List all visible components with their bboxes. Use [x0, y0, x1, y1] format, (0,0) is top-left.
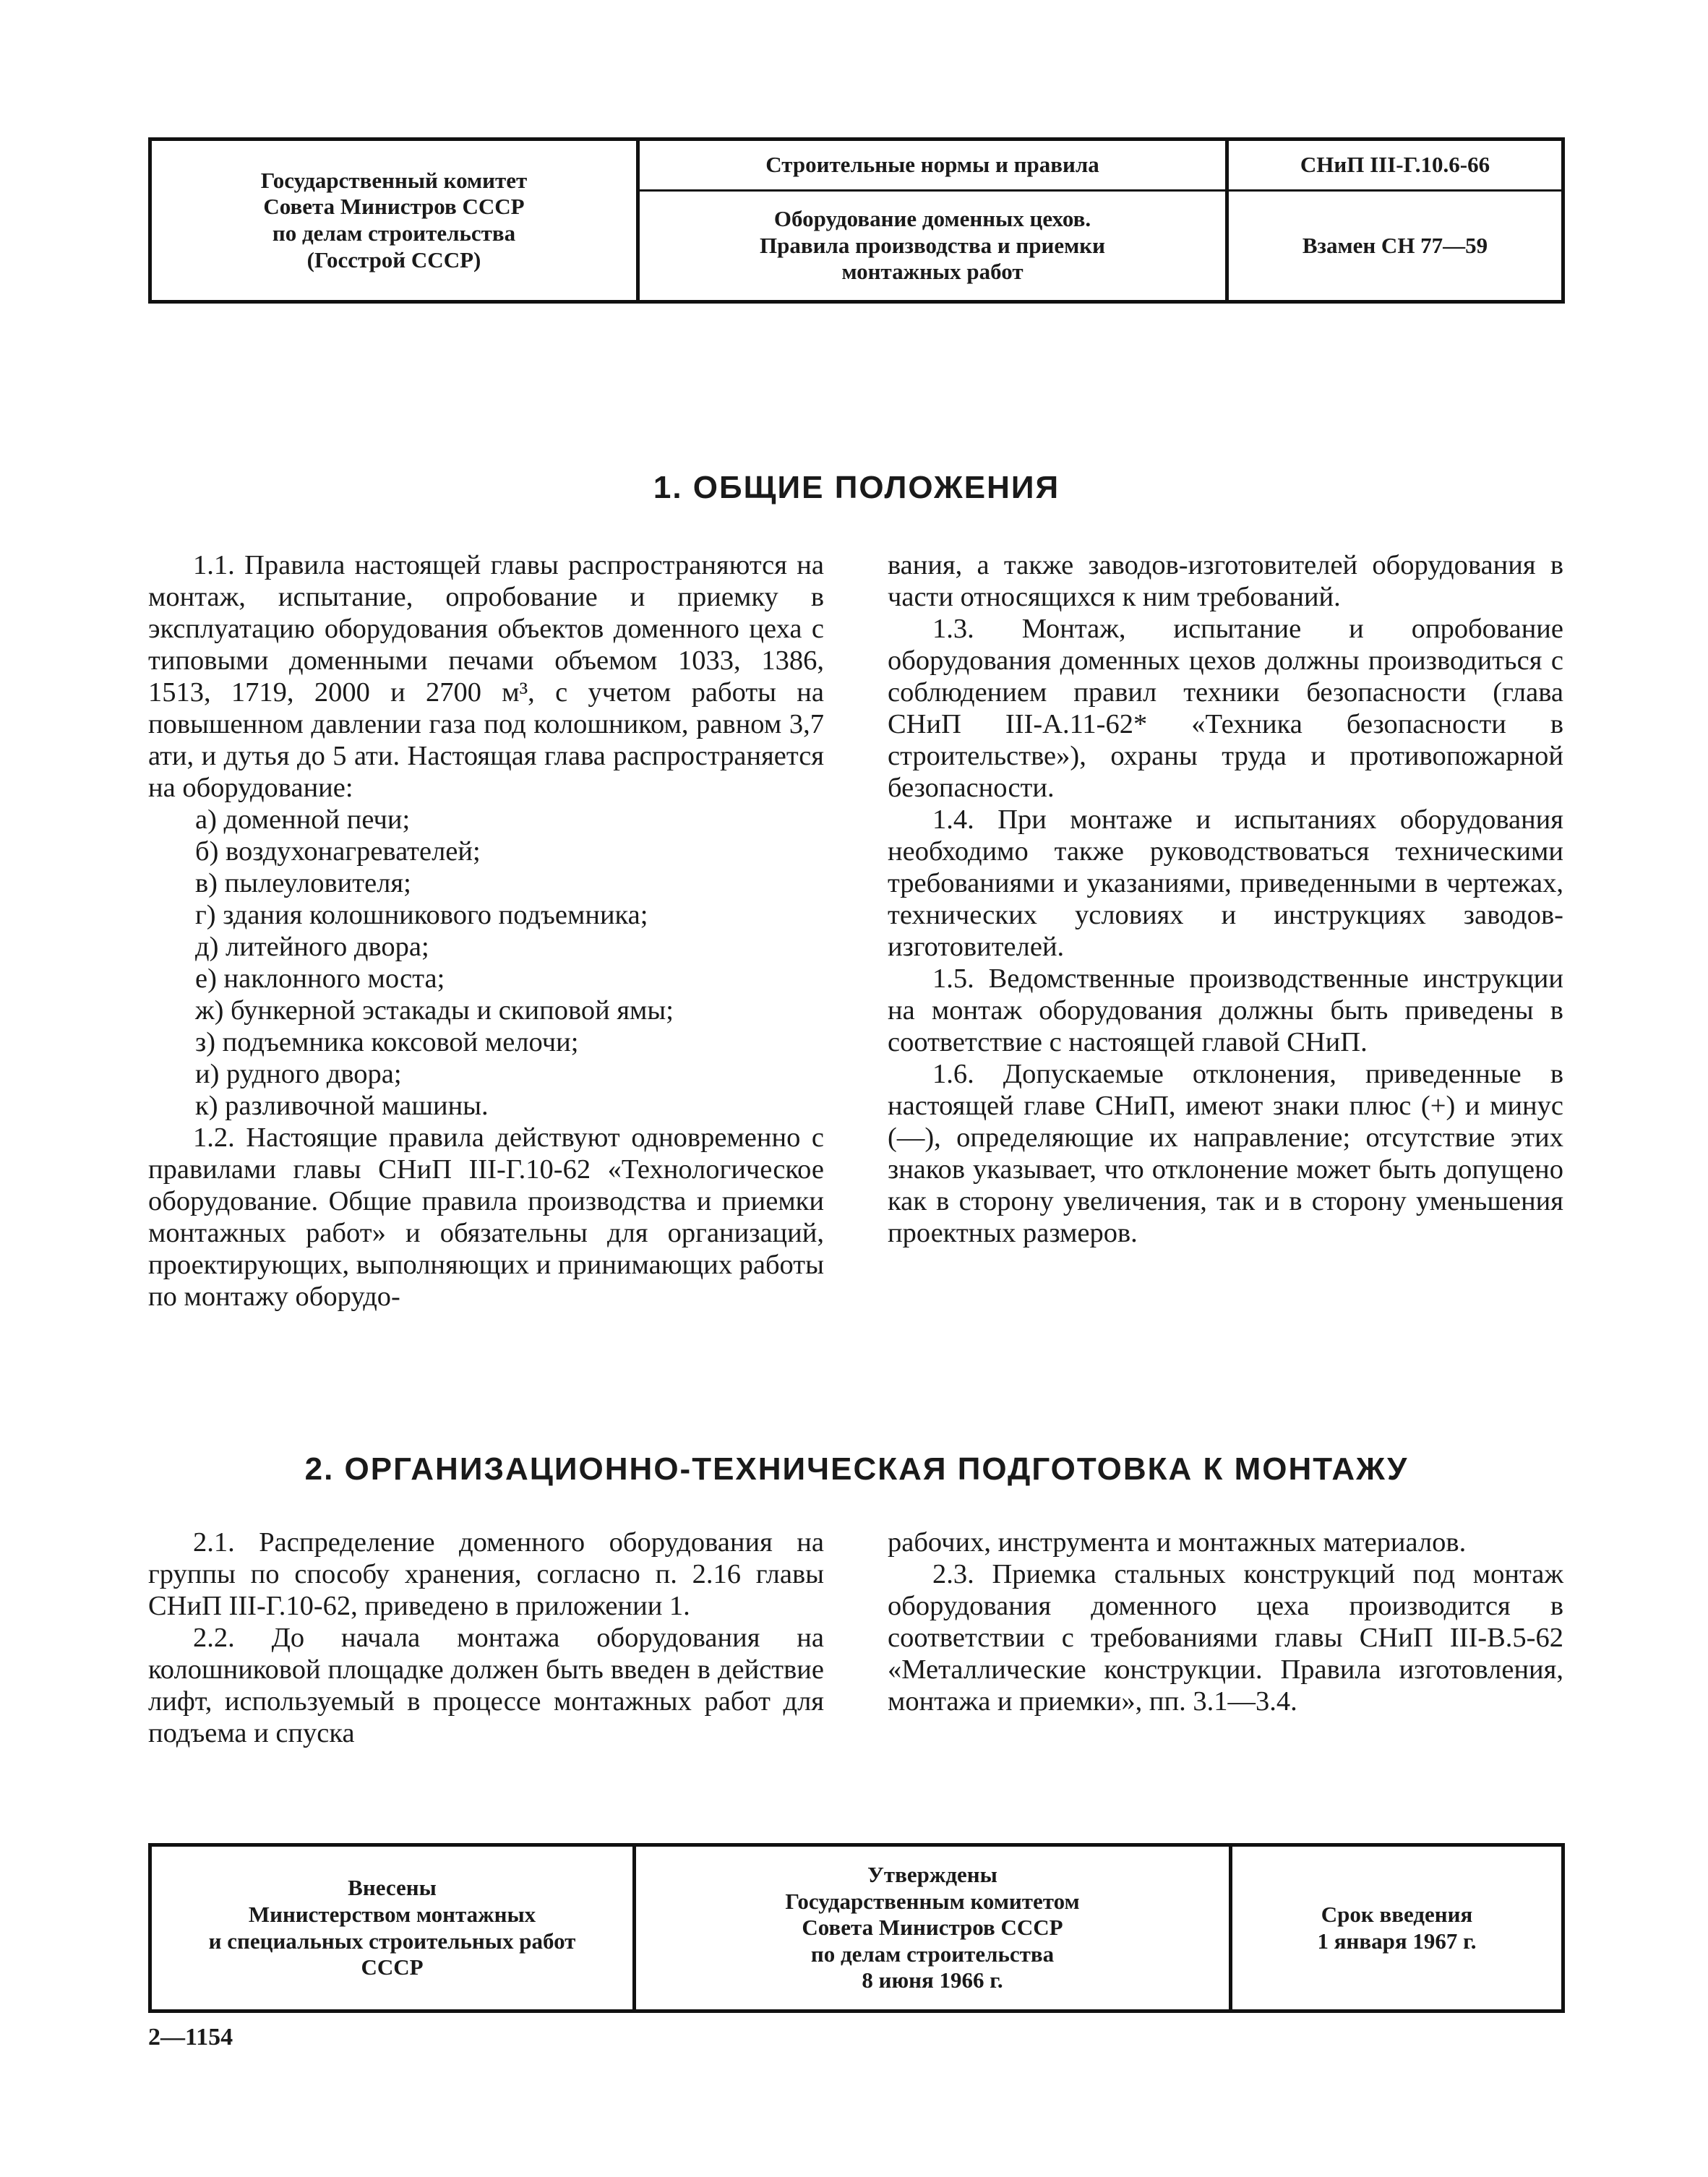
- replaces-note: Взамен СН 77—59: [1302, 232, 1488, 258]
- paragraph-2-1: 2.1. Распределение доменного оборудования на группы по способу хранения, согласно п. 2.16 главы СНиП III-Г.10-62, приведено в приложении 1.: [148, 1527, 824, 1621]
- effective-line: Срок введения: [1321, 1901, 1473, 1927]
- introduced-block: [148, 1847, 632, 2009]
- paragraph-continuation: рабочих, инструмента и монтажных материалов.: [888, 1527, 1467, 1558]
- list-item: в) пылеуловителя;: [195, 868, 411, 898]
- header-box: [148, 137, 1565, 304]
- paragraph-1-2: 1.2. Настоящие правила действуют одновременно с правилами главы СНиП III-Г.10-62 «Технологическое оборудование. Общие правила производства и приемки монтажных работ» и обязательны для организаций, проектирующих, выполняющих и принимающих работы по монтажу оборудо-: [148, 1122, 824, 1312]
- approved-line: Утверждены: [867, 1862, 997, 1888]
- approved-line: 8 июня 1966 г.: [862, 1967, 1003, 1993]
- introduced-line: и специальных строительных работ: [208, 1928, 576, 1954]
- approved-line: по делам строительства: [810, 1941, 1055, 1967]
- paragraph-1-1: 1.1. Правила настоящей главы распространяются на монтаж, испытание, опробование и приемку в эксплуатацию оборудования объектов доменного цеха с типовыми доменными печами объемом 1033, 1386, 1513, 1719, 2000 и 2700 м³, с учетом работы на повышенном давлении газа под колошником, равном 3,7 ати, и дутья до 5 ати. Настоящая глава распространяется на оборудование:: [148, 550, 824, 803]
- approved-line: Совета Министров СССР: [802, 1915, 1063, 1941]
- list-item: д) литейного двора;: [195, 932, 429, 962]
- section-1-left-column: [148, 549, 824, 1313]
- document-code: СНиП III-Г.10.6-66: [1229, 141, 1561, 192]
- committee-line: Государственный комитет: [260, 167, 528, 193]
- paragraph-continuation: вания, а также заводов-изготовителей оборудования в части относящихся к ним требований.: [888, 550, 1563, 612]
- list-item: ж) бункерной эстакады и скиповой ямы;: [195, 995, 674, 1026]
- committee-line: (Госстрой СССР): [306, 246, 481, 272]
- footer-box: [148, 1843, 1565, 2013]
- introduced-line: Министерством монтажных: [248, 1901, 536, 1927]
- list-item: б) воздухонагревателей;: [195, 836, 481, 867]
- paragraph-1-4: 1.4. При монтаже и испытаниях оборудования необходимо также руководствоваться техническими требованиями и указаниями, приведенными в чертежах, технических условиях и инструкциях заводов-изготовителей.: [888, 804, 1563, 962]
- section-2-right-column: [888, 1527, 1563, 1717]
- committee-line: по делам строительства: [272, 220, 516, 246]
- title-line: Правила производства и приемки: [760, 232, 1105, 258]
- page-number: 2—1154: [148, 2024, 233, 2051]
- paragraph-1-6: 1.6. Допускаемые отклонения, приведенные в настоящей главе СНиП, имеют знаки плюс (+) и минус (—), определяющие их направление; отсутствие этих знаков указывает, что отклонение может быть допущено как в сторону увеличения, так и в сторону уменьшения проектных размеров.: [888, 1059, 1563, 1248]
- approved-line: Государственным комитетом: [785, 1888, 1080, 1914]
- section-1-heading: 1. ОБЩИЕ ПОЛОЖЕНИЯ: [653, 470, 1060, 505]
- paragraph-1-5: 1.5. Ведомственные производственные инструкции на монтаж оборудования должны быть приведены в соответствие с настоящей главой СНиП.: [888, 963, 1563, 1057]
- list-item: е) наклонного моста;: [195, 963, 445, 994]
- title-line: монтажных работ: [841, 259, 1023, 285]
- effective-date-block: [1229, 1847, 1565, 2009]
- document-title: [640, 192, 1225, 300]
- list-item: к) разливочной машины.: [195, 1091, 489, 1121]
- code-block: [1225, 141, 1565, 300]
- section-2-left-column: [148, 1527, 824, 1749]
- list-item: з) подъемника коксовой мелочи;: [195, 1027, 579, 1057]
- norms-label: Строительные нормы и правила: [640, 141, 1225, 192]
- effective-line: 1 января 1967 г.: [1317, 1928, 1477, 1954]
- committee-block: [148, 141, 636, 300]
- title-block: [636, 141, 1225, 300]
- paragraph-1-3: 1.3. Монтаж, испытание и опробование оборудования доменных цехов должны производиться с соблюдением правил техники безопасности (глава СНиП III-А.11-62* «Техника безопасности в строительстве»), охраны труда и противопожарной безопасности.: [888, 614, 1563, 803]
- list-item: г) здания колошникового подъемника;: [195, 900, 648, 930]
- section-2-heading: 2. ОРГАНИЗАЦИОННО-ТЕХНИЧЕСКАЯ ПОДГОТОВКА К МОНТАЖУ: [304, 1451, 1409, 1487]
- paragraph-2-3: 2.3. Приемка стальных конструкций под монтаж оборудования доменного цеха производится в соответствии с требованиями главы СНиП III-В.5-62 «Металлические конструкции. Правила изготовления, монтажа и приемки», пп. 3.1—3.4.: [888, 1559, 1563, 1717]
- title-line: Оборудование доменных цехов.: [773, 206, 1091, 232]
- paragraph-2-2: 2.2. До начала монтажа оборудования на колошниковой площадке должен быть введен в действие лифт, используемый в процессе монтажных работ для подъема и спуска: [148, 1623, 824, 1748]
- list-item: а) доменной печи;: [195, 804, 411, 835]
- approved-block: [632, 1847, 1229, 2009]
- committee-line: Совета Министров СССР: [263, 194, 525, 220]
- section-1-right-column: [888, 549, 1563, 1249]
- list-item: и) рудного двора;: [195, 1059, 402, 1089]
- introduced-line: Внесены: [348, 1875, 437, 1901]
- introduced-line: СССР: [361, 1954, 424, 1980]
